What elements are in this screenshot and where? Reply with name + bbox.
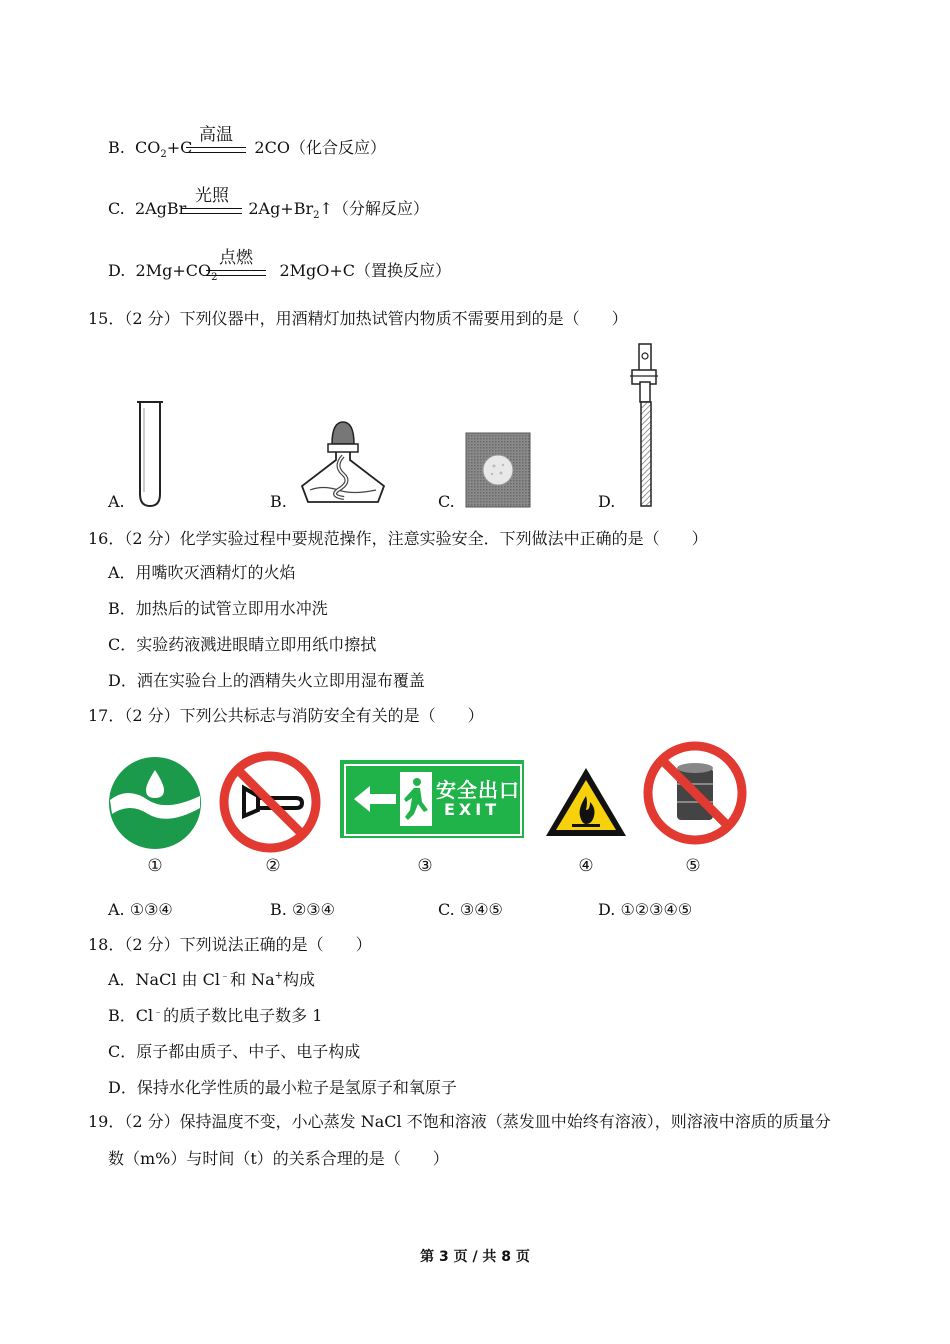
sign-number-2: ②	[265, 856, 281, 876]
test-tube-icon	[136, 398, 164, 510]
q14-option-d: D. $2Mg+CO_2$ 2MgO+C（置换反应）	[108, 261, 452, 284]
q15-label-d: D.	[598, 492, 616, 511]
q17-option-a: A. ①③④	[108, 900, 173, 919]
q16-option-c: C．实验药液溅进眼睛立即用纸巾擦拭	[108, 635, 377, 654]
sign-number-3: ③	[417, 856, 433, 876]
q17-option-b: B. ②③④	[270, 900, 335, 919]
q15-stem: 15．（2 分）下列仪器中，用酒精灯加热试管内物质不需要用到的是（ ）	[88, 309, 628, 328]
q17-option-d: D. ①②③④⑤	[598, 900, 693, 919]
exit-sign-en: EXIT	[444, 800, 501, 819]
water-saving-sign-icon	[108, 756, 202, 850]
flammable-warning-sign-icon	[544, 766, 628, 838]
q14-d-condition: 点燃	[219, 248, 253, 268]
q19-stem-line1: 19．（2 分）保持温度不变，小心蒸发 NaCl 不饱和溶液（蒸发皿中始终有溶液），则溶液中溶质的质量分	[88, 1112, 831, 1131]
q16-option-b: B．加热后的试管立即用水冲洗	[108, 599, 328, 618]
q18-option-d: D．保持水化学性质的最小粒子是氢原子和氧原子	[108, 1078, 457, 1097]
sign-number-4: ④	[578, 856, 594, 876]
sign-number-1: ①	[147, 856, 163, 876]
q18-option-b: B．Cl﹣的质子数比电子数多 1	[108, 1006, 323, 1025]
q14-c-condition: 光照	[195, 186, 229, 206]
no-barrel-sign-icon	[642, 740, 748, 846]
q17-option-c: C. ③④⑤	[438, 900, 503, 919]
q15-label-a: A.	[108, 492, 125, 511]
test-tube-clamp-icon	[628, 342, 660, 510]
emergency-exit-sign-icon	[340, 760, 524, 838]
page-footer: 第 3 页 / 共 8 页	[420, 1249, 530, 1265]
no-honking-sign-icon	[218, 750, 322, 854]
equals-sign	[186, 147, 246, 153]
q14-option-c: C. 2AgBr $2Ag+Br_2↑$（分解反应）	[108, 199, 429, 222]
asbestos-gauze-icon	[465, 432, 531, 508]
q15-label-c: C.	[438, 492, 455, 511]
q16-option-a: A．用嘴吹灭酒精灯的火焰	[108, 563, 296, 582]
q18-option-c: C．原子都由质子、中子、电子构成	[108, 1042, 361, 1061]
exit-sign-cn: 安全出口	[436, 778, 520, 802]
sign-number-5: ⑤	[685, 856, 701, 876]
alcohol-lamp-icon	[298, 420, 388, 508]
q16-stem: 16．（2 分）化学实验过程中要规范操作，注意实验安全．下列做法中正确的是（ ）	[88, 529, 708, 548]
equals-sign	[182, 208, 242, 214]
equals-sign	[206, 270, 266, 276]
q14-b-condition: 高温	[199, 125, 233, 145]
q18-stem: 18．（2 分）下列说法正确的是（ ）	[88, 935, 372, 954]
q18-option-a: A．NaCl 由 Cl﹣和 Na+构成	[108, 970, 316, 989]
q14-option-b: B. $CO_2+C$ 2CO（化合反应）	[108, 138, 386, 161]
q17-stem: 17．（2 分）下列公共标志与消防安全有关的是（ ）	[88, 706, 484, 725]
q16-option-d: D．洒在实验台上的酒精失火立即用湿布覆盖	[108, 671, 425, 690]
q15-label-b: B.	[270, 492, 287, 511]
q19-stem-line2: 数（m%）与时间（t）的关系合理的是（ ）	[108, 1149, 449, 1168]
